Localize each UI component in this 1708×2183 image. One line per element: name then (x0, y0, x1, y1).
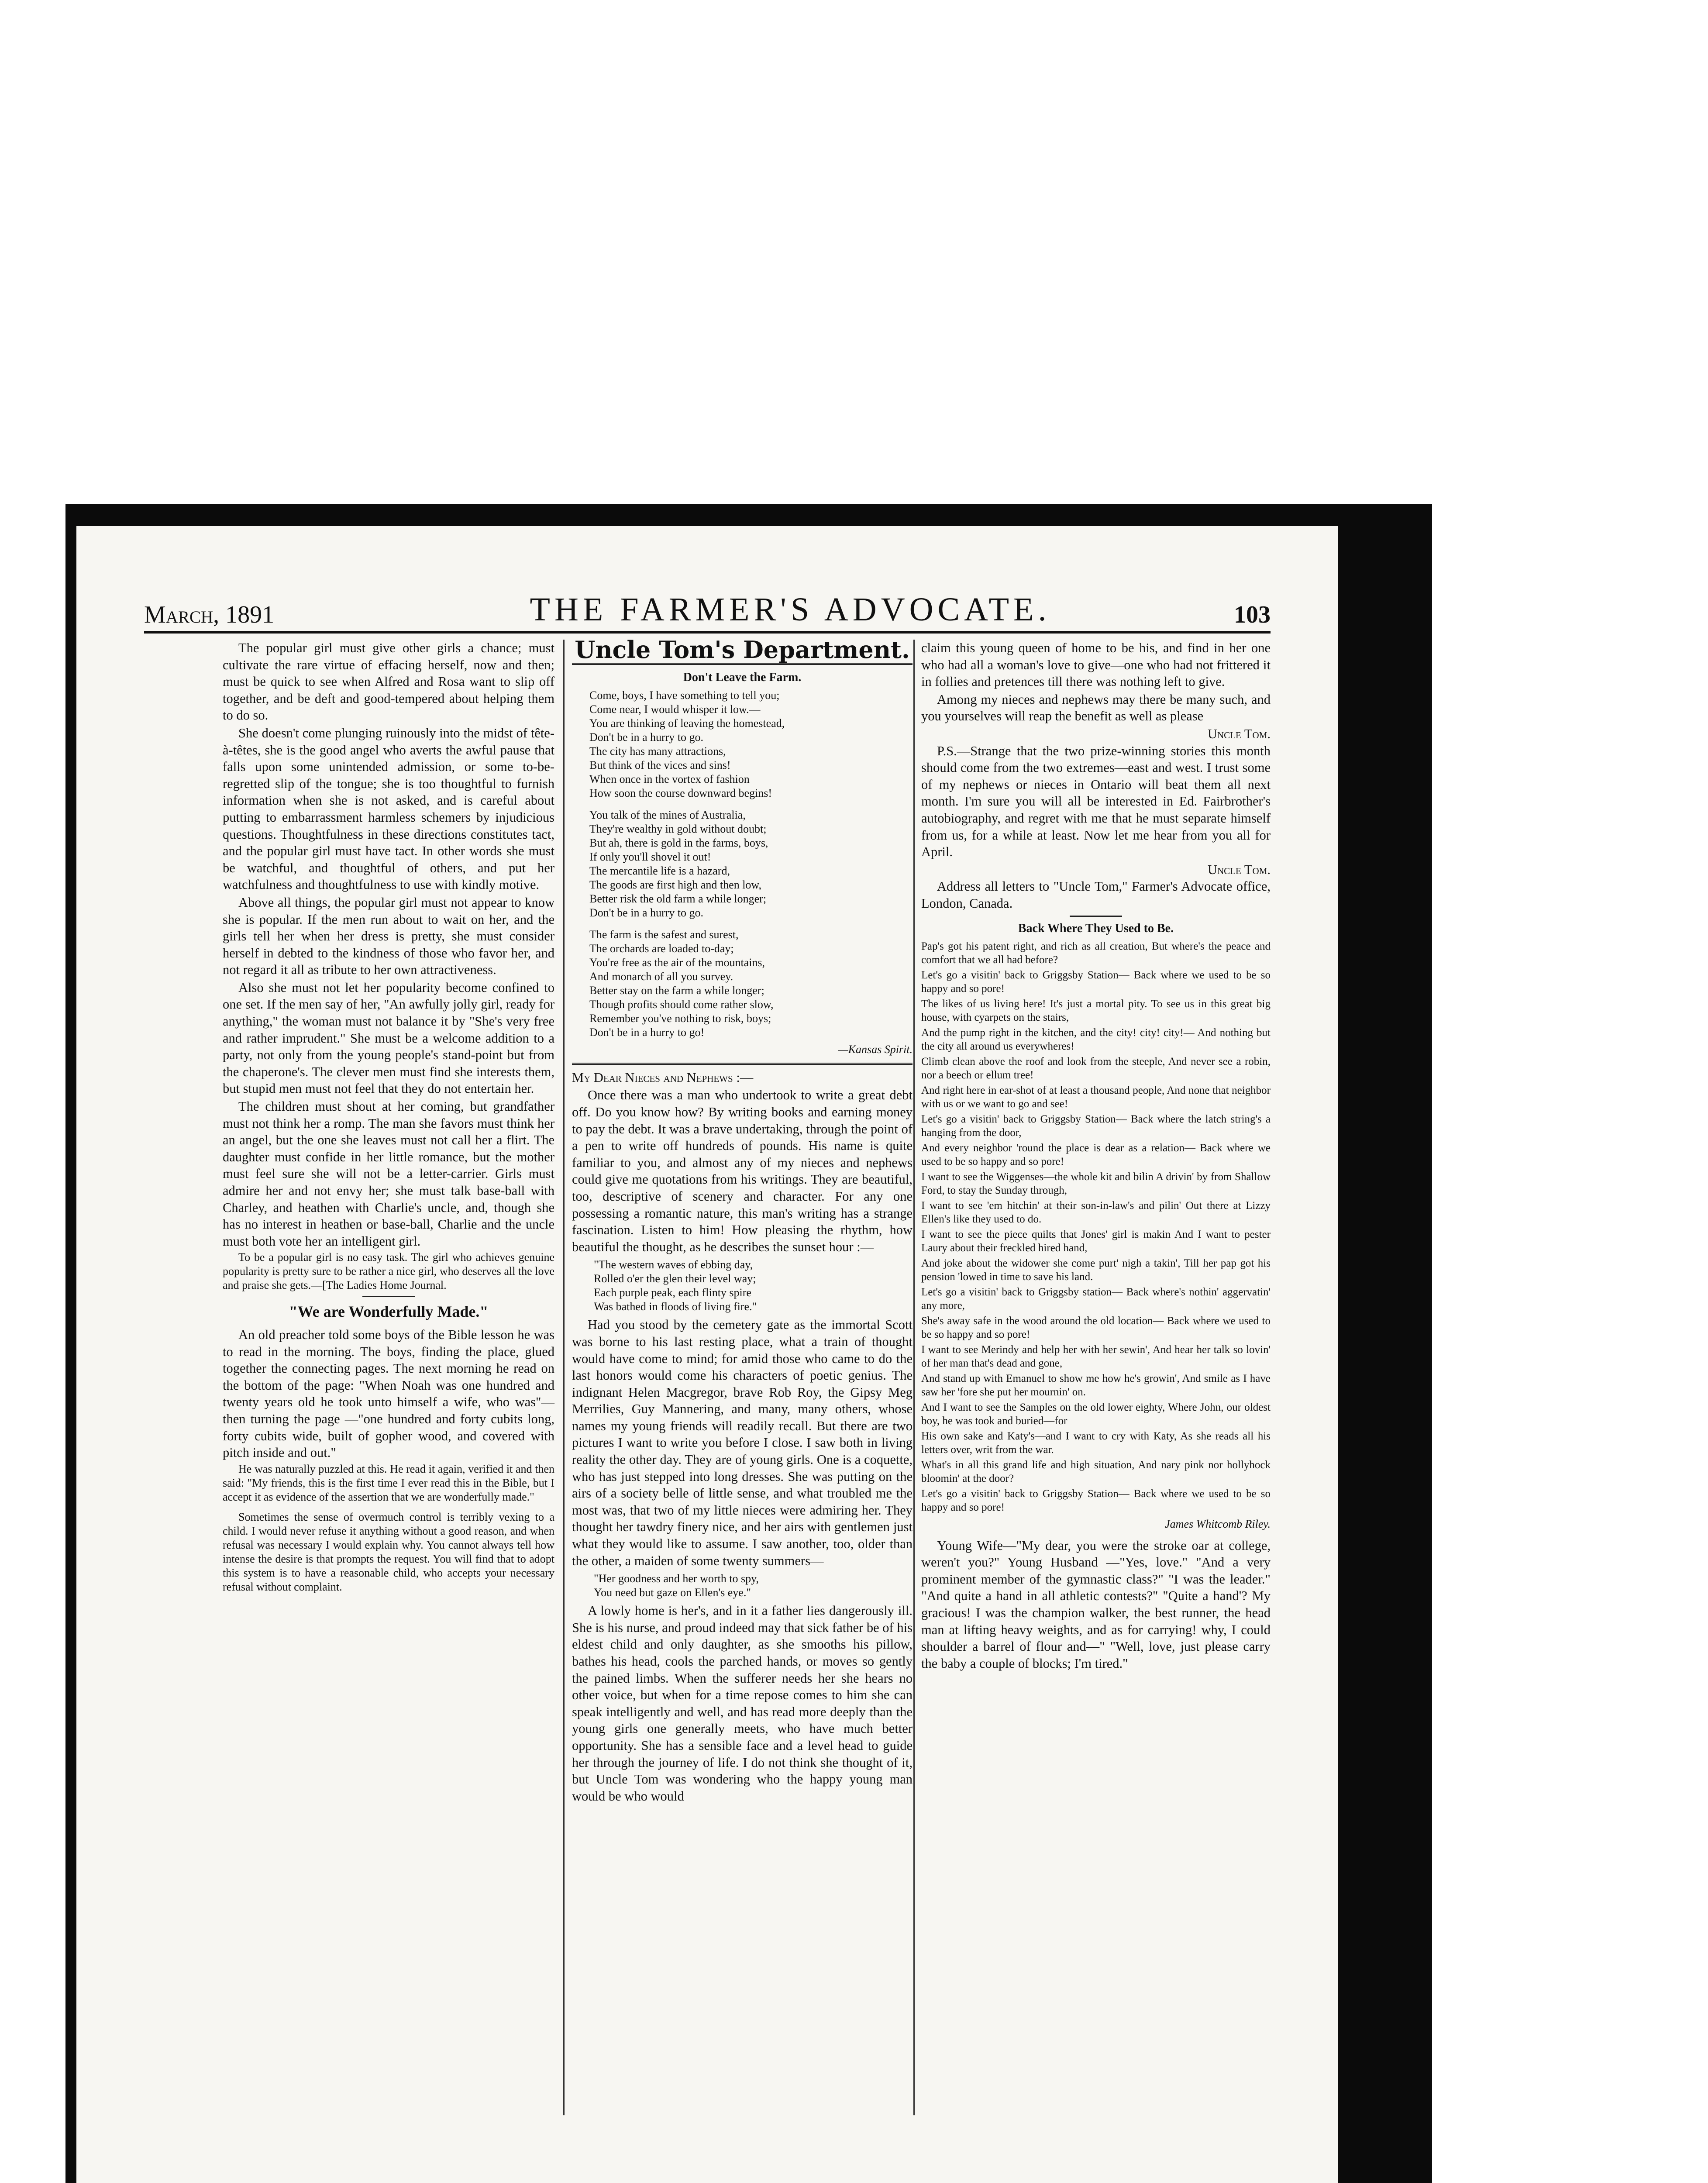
poem-title: Back Where They Used to Be. (1018, 921, 1174, 935)
poem: Pap's got his patent right, and rich as all creation, But where's the peace and comfort that we all had before? Let's go a visitin' back to Griggsby Station— Back where we used to be so happy and so pore! The likes of us living here! It's just a mortal pity. To see us in this great big house, with cyarpets on the stairs, And the pump right in the kitchen, and the city! city! city!— And nothing but the city all around us everywheres! Climb clean above the roof and look from the steeple, And never see a robin, nor a beech or ellum tree! And right here in ear-shot of at least a thousand people, And none that neighbor with us or we want to go and see! Let's go a visitin' back to Griggsby Station— Back where the latch string's a hanging from the door, And every neighbor 'round the place is dear as a relation— Back where we used to be so happy and so pore! I want to see the Wiggenses—the whole kit and bilin A drivin' by from Shallow Ford, to stay the Sunday through, I want to see 'em hitchin' at their son-in-law's and pilin' Out there at Lizzy Ellen's like they used to do. I want to see the piece quilts that Jones' girl is makin And I want to pester Laury about their freckled hired hand, And joke about the widower she come purt' nigh a takin', Till her pap got his pension 'lowed in time to save his land. Let's go a visitin' back to Griggsby station— Back where's nothin' aggervatin' any more, She's away safe in the wood around the old location— Back where we used to be so happy and so pore! I want to see Merindy and help her with her sewin', And hear her talk so lovin' of her man that's dead and gone, And stand up with Emanuel to show me how he's growin', And smile as I have saw her 'fore she put her mournin' on. And I want to see the Samples on the old lower eighty, Where John, our oldest boy, he was took and buried—for His own sake and Katy's—and I want to cry with Katy, As she reads all his letters over, writ from the war. What's in all this grand life and high situation, And nary pink nor hollyhock bloomin' at the door? Let's go a visitin' back to Griggsby Station— Back where we used to be so happy and so pore! (921, 940, 1271, 1514)
poem-stanza: Come, boys, I have something to tell you; Come near, I would whisper it low.— You are thinking of leaving the homestead, Don't be in a hurry to go. The city has many attractions, But think of the vices and sins! When once in the vortex of fashion How soon the course downward begins! (589, 689, 785, 800)
double-rule (572, 1063, 913, 1065)
column-3 (921, 640, 1271, 1673)
signature: Uncle Tom. (1207, 862, 1271, 877)
paragraph: Had you stood by the cemetery gate as the immortal Scott was borne to his last resting place, what a train of thought would have come to mind; for amid those who came to do the last honors would come his characters of poetic genius. The indignant Helen Macgregor, brave Rob Roy, the Gipsy Meg Merrilies, Guy Mannering, and many, many others, whose names my young friends will readily recall. But there are two pictures I want to write you before I close. I saw both in living reality the other day. They are of young girls. One is a coquette, who has just stepped into long dresses. She was putting on the airs of a society belle of little sense, and what troubled me the most was, that two of my little nieces were admiring her. They thought her tawdry finery nice, and her airs with gentlemen just what they would like to assume. I saw another, too, older than the other, a maiden of some twenty summers— (572, 1317, 913, 1568)
quotation: "The western waves of ebbing day, Rolled o'er the glen their level way; Each purple peak, each flinty spire Was bathed in floods of living fire." (594, 1258, 757, 1313)
paragraph: To be a popular girl is no easy task. The girl who achieves genuine popularity is pretty sure to be rather a nice girl, who deserves all the love and praise she gets.—[The Ladies Home Journal. (223, 1251, 554, 1292)
poem-stanza: The farm is the safest and surest, The orchards are loaded to-day; You're free as the air of the mountains, And monarch of all you survey. Better stay on the farm a while longer; Though profits should come rather slow, Remember you've nothing to risk, boys; Don't be in a hurry to go! (589, 928, 774, 1039)
scan-margin-right (1432, 0, 1708, 2183)
header-rule (144, 631, 1271, 634)
paragraph: Young Wife—"My dear, you were the stroke oar at college, weren't you?" Young Husband —"Yes, love." "And a very prominent member of the gymnastic class?" "I was the leader." "And quite a hand in all athletic contests?" "Quite a hand'? My gracious! I was the champion walker, the best runner, the head man at lifting heavy weights, and as for carrying! why, I could shoulder a barrel of flour and—" "Well, love, just please carry the baby a couple of blocks; I'm tired." (921, 1538, 1271, 1671)
signature: Uncle Tom. (1207, 726, 1271, 741)
column-2 (572, 636, 913, 1805)
paragraph: claim this young queen of home to be his, and find in her one who had all a woman's love to give—one who had not frittered it in follies and pretences till there was nothing left to give. (921, 640, 1271, 689)
department-title: Uncle Tom's Department. (575, 636, 910, 664)
paragraph: An old preacher told some boys of the Bible lesson he was to read in the morning. The boys, finding the place, glued together the connecting pages. The next morning he read on the bottom of the page: "When Noah was one hundred and twenty years old he took unto himself a wife, who was"—then turning the page —"one hundred and forty cubits long, forty cubits wide, built of gopher wood, and covered with pitch inside and out." (223, 1327, 554, 1460)
paragraph: She doesn't come plunging ruinously into the midst of tête-à-têtes, she is the good angel who averts the awful pause that falls upon some unintended admission, or some to-be-regretted slip of the tongue; she is too thoughtful to furnish information when she is not asked, and is careful about putting to embarrassment harmless schemers by injudicious questions. Thoughtfulness in these directions constitutes tact, and the popular girl must have tact. In other words she must be watchful, and thoughtful of others, and put her watchfulness and thoughtfulness to use with kindly motive. (223, 725, 554, 892)
page-number: 103 (1234, 601, 1271, 628)
masthead-title: THE FARMER'S ADVOCATE. (530, 591, 1051, 628)
separator (1070, 916, 1122, 917)
poem-source: —Kansas Spirit. (838, 1043, 913, 1056)
poem-title: Don't Leave the Farm. (683, 670, 802, 684)
paragraph: He was naturally puzzled at this. He read it again, verified it and then said: "My friends, this is the first time I ever read this in the Bible, but I accept it as evidence of the assertion that we are wonderfully made." (223, 1462, 554, 1503)
poem-author: James Whitcomb Riley. (1165, 1518, 1271, 1531)
paragraph: P.S.—Strange that the two prize-winning stories this month should come from the two extremes—east and west. I trust some of my nephews or nieces in Ontario will beat them all next month. I'm sure you will all be interested in Ed. Fairbrother's autobiography, and regret with me that he must separate himself from us, for a while at least. Now let me hear from you all for April. (921, 743, 1271, 860)
article-title: "We are Wonderfully Made." (289, 1303, 489, 1321)
poem-stanza: You talk of the mines of Australia, They're wealthy in gold without doubt; But ah, there is gold in the farms, boys, If only you'll shovel it out! The mercantile life is a hazard, The goods are first high and then low, Better risk the old farm a while longer; Don't be in a hurry to go. (589, 809, 768, 919)
paragraph: Among my nieces and nephews may there be many such, and you yourselves will reap the benefit as well as please (921, 692, 1271, 724)
quotation: "Her goodness and her worth to spy, You need but gaze on Ellen's eye." (594, 1572, 759, 1599)
paragraph: A lowly home is her's, and in it a father lies dangerously ill. She is his nurse, and proud indeed may that sick father be of his eldest child and only daughter, as she smooths his pillow, bathes his head, cools the parched hands, or moves so gently the pained limbs. When the sufferer needs her she hears no other voice, but when for a time repose comes to him she can speak intelligently and well, and has read more deeply than the young girls one generally meets, who have much better opportunity. She has a sensible face and a level head to guide her through the journey of life. I do not think she thought of it, but Uncle Tom was wondering who the happy young man would be who would (572, 1603, 913, 1804)
paragraph: Once there was a man who undertook to write a great debt off. Do you know how? By writing books and earning money to pay the debt. It was a brave undertaking, through the point of a pen to write off hundreds of pounds. His name is quite familiar to you, and almost any of my nieces and nephews could give me quotations from his writings. They are beautiful, too, descriptive of scenery and character. For any one possessing a romantic nature, this man's writing has a strange fascination. Listen to him! How pleasing the rhythm, how beautiful the thought, as he describes the sunset hour :— (572, 1088, 913, 1254)
salutation: My Dear Nieces and Nephews :— (572, 1070, 754, 1085)
paragraph: Above all things, the popular girl must not appear to know she is popular. If the men run about to wait on her, and the girls tell her when her dress is pretty, she must consider herself in debted to the kindness of those who favor her, and not regard it all as tribute to her own attractiveness. (223, 895, 554, 978)
paragraph: Also she must not let her popularity become confined to one set. If the men say of her, "An awfully jolly girl, ready for anything," the woman must not balance it by "She's very free and rather imprudent." She must be a welcome addition to a party, not only from the young people's stand-point but from the chaperone's. The clever men must find she interests them, but stupid men must not feel that they do not entertain her. (223, 980, 554, 1096)
column-divider (913, 640, 915, 2115)
paragraph: Address all letters to "Uncle Tom," Farmer's Advocate office, London, Canada. (921, 879, 1271, 911)
column-divider (563, 640, 565, 2115)
paragraph: The popular girl must give other girls a chance; must cultivate the rare virtue of effacing herself, now and then; must be quick to see when Alfred and Rosa want to slip off together, and be deft and good-tempered about helping them to do so. (223, 640, 554, 723)
paragraph: Sometimes the sense of overmuch control is terribly vexing to a child. I would never refuse it anything without a good reason, and when refusal was necessary I would explain why. You cannot always tell how intense the desire is that prompts the request. You will find that to adopt this system is to have a reasonable child, who accepts your necessary refusal without complaint. (223, 1510, 554, 1593)
issue-date: March, 1891 (144, 601, 275, 628)
page-header (144, 591, 1271, 629)
separator (362, 1296, 415, 1297)
column-1 (223, 640, 554, 1595)
paragraph: The children must shout at her coming, but grandfather must not think her a romp. The man she favors must think her an angel, but the one she leaves must not call her a flirt. The daughter must confide in her little romance, but the mother must feel sure she will not be a letter-carrier. Girls must admire her and not envy her; she must talk base-ball with Charley, and heathen with Charlie's uncle, and, though she has no interest in heathen or base-ball, Charlie and the uncle must both vote her an intelligent girl. (223, 1099, 554, 1249)
scan-margin-left (0, 0, 65, 2183)
